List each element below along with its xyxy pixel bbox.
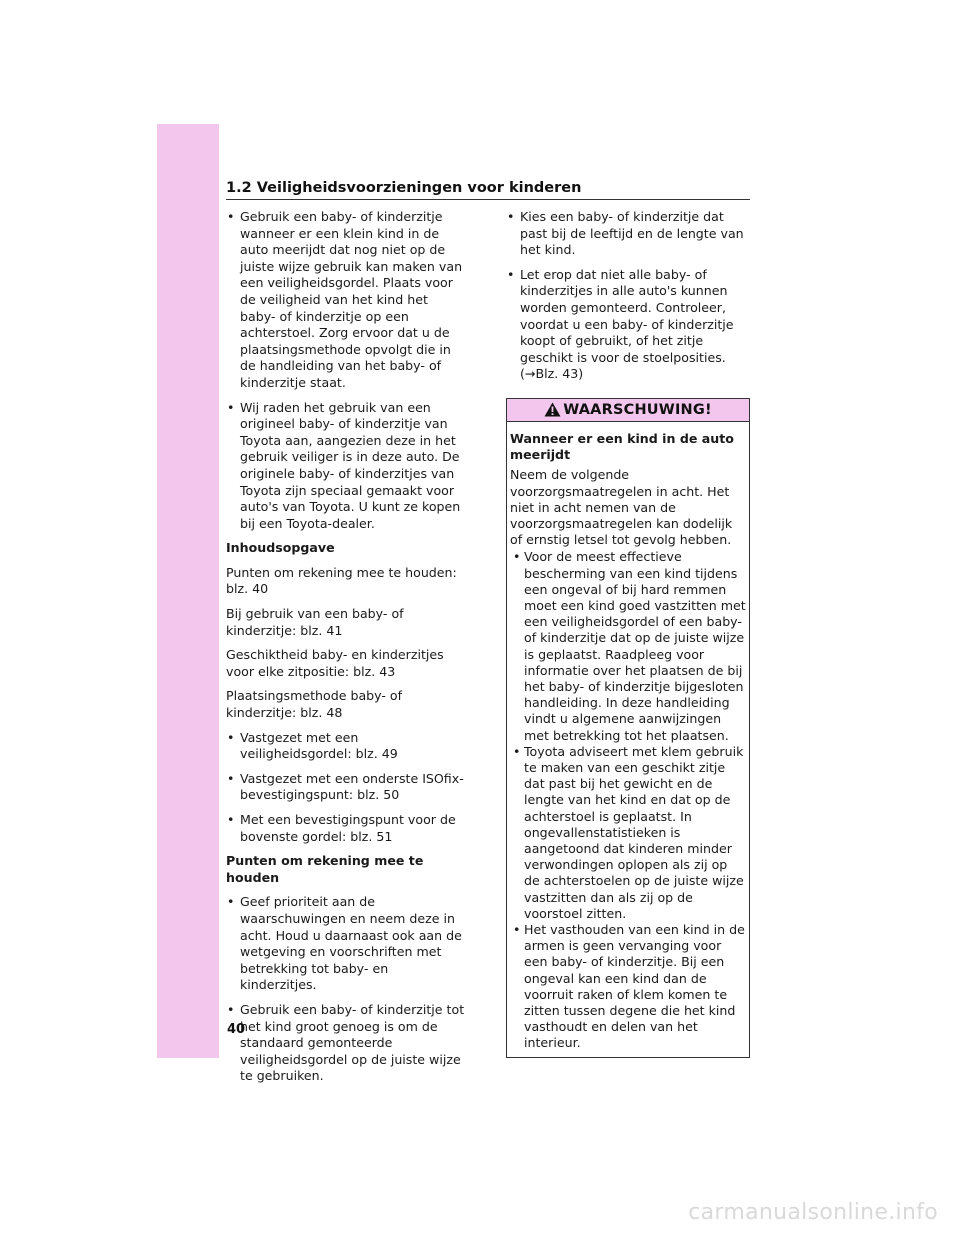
- intro-bullet-2: • Wij raden het gebruik van een origineel baby- of kinderzitje van Toyota aan, aangezien deze in het gebruik veiliger is in deze auto. De originele baby- of kinderzitjes van Toyota zijn speciaal gemaakt voor auto's van Toyota. U kunt ze kopen bij een Toyota-dealer.: [226, 400, 466, 533]
- contents-item-3: Geschiktheid baby- en kinderzitjes voor elke zitpositie: blz. 43: [226, 647, 444, 679]
- left-column: [226, 209, 466, 1093]
- points-heading: Punten om rekening mee te houden: [226, 853, 424, 885]
- warning-heading: Wanneer er een kind in de auto meerijdt: [510, 430, 734, 463]
- page-number: 40: [227, 1022, 246, 1037]
- right-bullet-2: • Let erop dat niet alle baby- of kinderzitjes in alle auto's kunnen worden gemonteerd. Controleer, voordat u een baby- of kinderzitje koopt of gebruikt, of het zitje geschikt is voor de stoelposities. (→Blz. 43): [506, 267, 750, 383]
- method-bullet-1: • Vastgezet met een veiligheidsgordel: blz. 49: [226, 730, 466, 763]
- warning-bullet-1: • Voor de meest effectieve bescherming van een kind tijdens een ongeval of bij hard remmen moet een kind goed vastzitten met een veiligheidsgordel of een baby- of kinderzitje dat op de juiste wijze is geplaatst. Raadpleeg voor informatie over het plaatsen de bij het baby- of kinderzitje bijgesloten handleiding. In deze handleiding vindt u algemene aanwijzingen met betrekking tot het plaatsen.: [510, 549, 746, 743]
- warning-bullet-2: • Toyota adviseert met klem gebruik te maken van een geschikt zitje dat past bij het gewicht en de lengte van het kind en dat op de achterstoel is geplaatst. In ongevallenstatistieken is aangetoond dat kinderen minder verwondingen oplopen als zij op de achterstoelen op de juiste wijze vastzitten dan als zij op de voorstoel zitten.: [510, 744, 746, 922]
- points-bullet-2: • Gebruik een baby- of kinderzitje tot het kind groot genoeg is om de standaard gemonteerde veiligheidsgordel op de juiste wijze te gebruiken.: [226, 1002, 466, 1085]
- chapter-side-tab: [157, 124, 219, 1058]
- section-title: 1.2 Veiligheidsvoorzieningen voor kinderen: [226, 179, 750, 200]
- points-bullet-1: • Geef prioriteit aan de waarschuwingen en neem deze in acht. Houd u daarnaast ook aan de wetgeving en voorschriften met betrekking tot baby- en kinderzitjes.: [226, 894, 466, 994]
- warning-body: [507, 422, 749, 1057]
- intro-bullet-1: • Gebruik een baby- of kinderzitje wanneer er een klein kind in de auto meerijdt dat nog niet op de juiste wijze gebruik kan maken van een veiligheidsgordel. Plaats voor de veiligheid van het kind het baby- of kinderzitje op een achterstoel. Zorg ervoor dat u de plaatsingsmethode opvolgt die in de handleiding van het baby- of kinderzitje staat.: [226, 209, 466, 392]
- watermark: carmanualsonline.info: [688, 1200, 938, 1225]
- warning-triangle-icon: [544, 402, 561, 417]
- warning-box: [506, 398, 750, 1058]
- method-bullet-3: • Met een bevestigingspunt voor de bovenste gordel: blz. 51: [226, 812, 466, 845]
- warning-header: [507, 399, 749, 422]
- method-bullet-2: • Vastgezet met een onderste ISOfix-bevestigingspunt: blz. 50: [226, 771, 466, 804]
- warning-title: WAARSCHUWING!: [563, 401, 712, 418]
- warning-bullet-3: • Het vasthouden van een kind in de armen is geen vervanging voor een baby- of kinderzitje. Bij een ongeval kan een kind dan de voorruit raken of klem komen te zitten tussen degene die het kind vasthoudt en delen van het interieur.: [510, 922, 746, 1052]
- contents-item-2: Bij gebruik van een baby- of kinderzitje: blz. 41: [226, 606, 404, 638]
- right-column: [506, 209, 750, 1058]
- warning-intro: Neem de volgende voorzorgsmaatregelen in acht. Het niet in acht nemen van de voorzorgsmaatregelen kan dodelijk of ernstig letsel tot gevolg hebben.: [510, 467, 733, 548]
- contents-item-4: Plaatsingsmethode baby- of kinderzitje: blz. 48: [226, 688, 403, 721]
- contents-heading: Inhoudsopgave: [226, 540, 335, 556]
- contents-item-1: Punten om rekening mee te houden: blz. 40: [226, 564, 457, 597]
- right-bullet-1: • Kies een baby- of kinderzitje dat past bij de leeftijd en de lengte van het kind.: [506, 209, 750, 259]
